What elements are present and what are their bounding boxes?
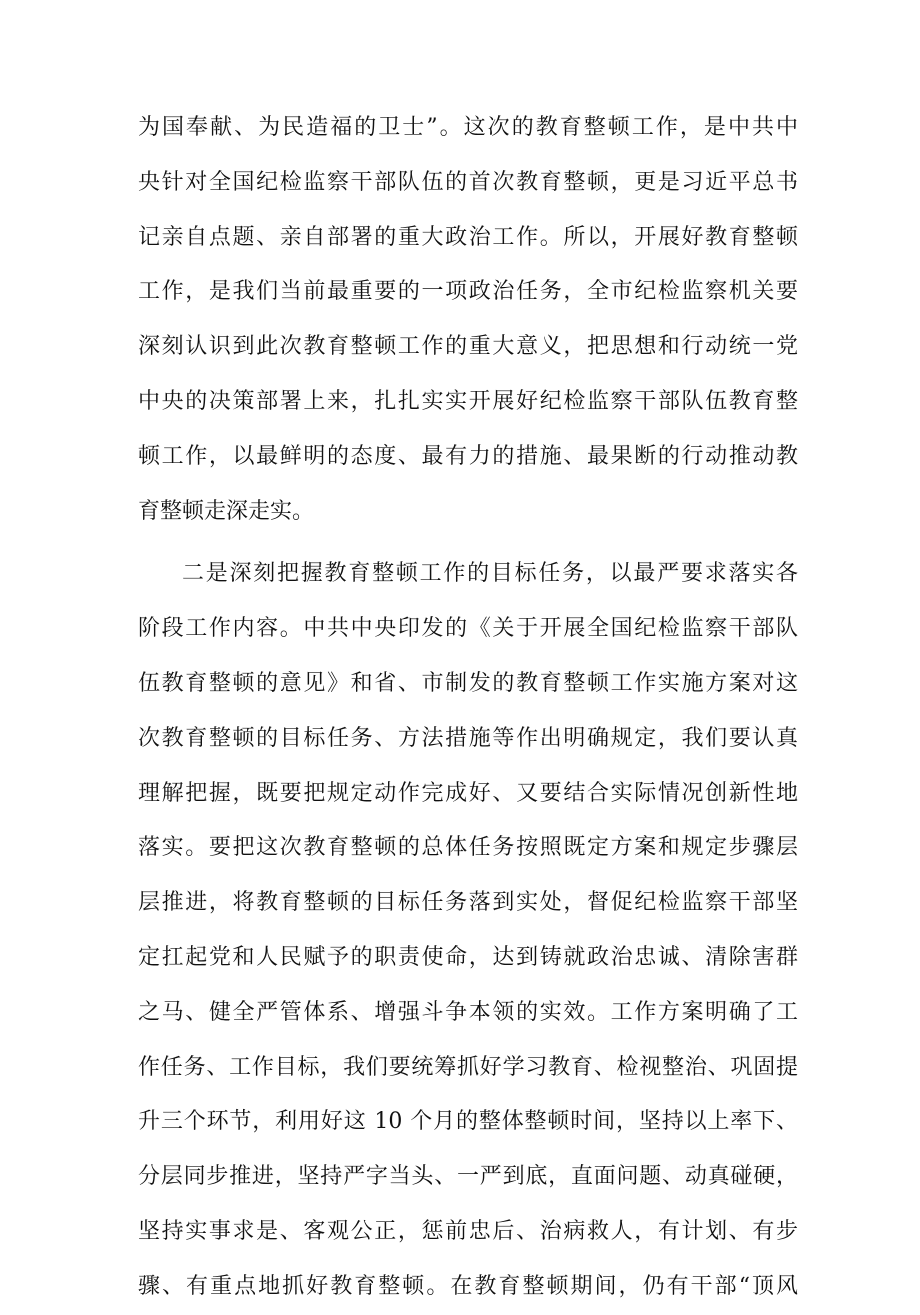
text-line: 之马、健全严管体系、增强斗争本领的实效。工作方案明确了工 bbox=[138, 999, 798, 1025]
text-line: 工作，是我们当前最重要的一项政治任务，全市纪检监察机关要 bbox=[138, 279, 798, 305]
text-line: 伍教育整顿的意见》和省、市制发的教育整顿工作实施方案对这 bbox=[138, 670, 798, 696]
text-line: 分层同步推进，坚持严字当头、一严到底，直面问题、动真碰硬， bbox=[138, 1164, 798, 1190]
text-line: 育整顿走深走实。 bbox=[138, 498, 315, 524]
text-line: 顿工作，以最鲜明的态度、最有力的措施、最果断的行动推动教 bbox=[138, 443, 798, 469]
text-line: 记亲自点题、亲自部署的重大政治工作。所以，开展好教育整顿 bbox=[138, 224, 798, 250]
text-line: 次教育整顿的目标任务、方法措施等作出明确规定，我们要认真 bbox=[138, 725, 798, 751]
text-line: 中央的决策部署上来，扎扎实实开展好纪检监察干部队伍教育整 bbox=[138, 388, 798, 414]
text-line: 骤、有重点地抓好教育整顿。在教育整顿期间，仍有干部“顶风 bbox=[138, 1273, 798, 1299]
text-line: 深刻认识到此次教育整顿工作的重大意义，把思想和行动统一党 bbox=[138, 334, 798, 360]
document-body bbox=[138, 101, 798, 1315]
text-line: 二是深刻把握教育整顿工作的目标任务，以最严要求落实各 bbox=[182, 561, 798, 587]
text-line: 理解把握，既要把规定动作完成好、又要结合实际情况创新性地 bbox=[138, 780, 798, 806]
text-line: 层推进，将教育整顿的目标任务落到实处，督促纪检监察干部坚 bbox=[138, 890, 798, 916]
text-line: 落实。要把这次教育整顿的总体任务按照既定方案和规定步骤层 bbox=[138, 835, 798, 861]
text-line: 升三个环节，利用好这 10 个月的整体整顿时间，坚持以上率下、 bbox=[138, 1109, 798, 1135]
text-line: 央针对全国纪检监察干部队伍的首次教育整顿，更是习近平总书 bbox=[138, 169, 798, 195]
text-line: 阶段工作内容。中共中央印发的《关于开展全国纪检监察干部队 bbox=[138, 616, 798, 642]
paragraph-spacer bbox=[138, 539, 798, 547]
text-line: 定扛起党和人民赋予的职责使命，达到铸就政治忠诚、清除害群 bbox=[138, 944, 798, 970]
text-line: 为国奉献、为民造福的卫士”。这次的教育整顿工作，是中共中 bbox=[138, 115, 798, 140]
paragraph-2 bbox=[138, 547, 798, 1314]
text-line: 坚持实事求是、客观公正，惩前忠后、治病救人，有计划、有步 bbox=[138, 1218, 798, 1244]
text-line: 作任务、工作目标，我们要统筹抓好学习教育、检视整治、巩固提 bbox=[138, 1054, 798, 1080]
paragraph-1 bbox=[138, 101, 798, 539]
